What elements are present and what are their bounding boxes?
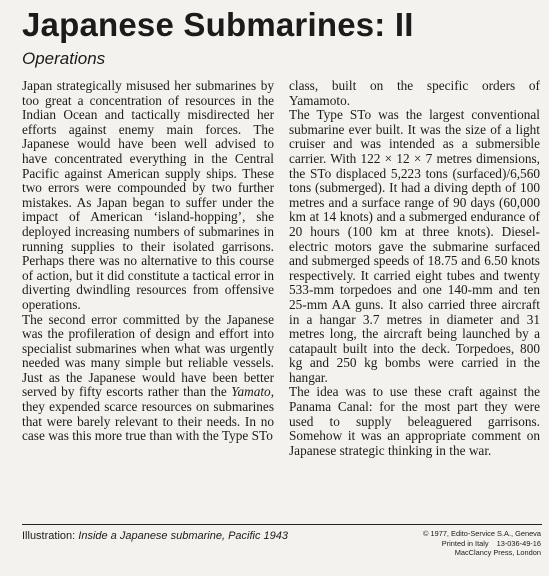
paragraph-text: , they expended scarce resources on submarines that were barely relevant to their needs. In no case was this more true than with the Type STo bbox=[22, 384, 275, 444]
paragraph: The idea was to use these craft against the Panama Canal: for the most part they were used to supply beleaguered garrisons. Somehow it was an appropriate comment on Japanese strategic thinking in the war. bbox=[289, 384, 540, 458]
text-column-left bbox=[22, 79, 274, 444]
publisher-credits bbox=[423, 529, 541, 558]
illustration-credit bbox=[22, 530, 288, 542]
illustration-caption: Inside a Japanese submarine, Pacific 1943 bbox=[78, 530, 289, 542]
publisher-line: MacClancy Press, London bbox=[454, 548, 541, 558]
card-code: 13-036-49-16 bbox=[496, 538, 541, 548]
paragraph: The Type STo was the largest conventional submarine ever built. It was the size of a light cruiser and was intended as a submersible carrier. With 122 × 12 × 7 metres dimensions, the STo displaced 5,223 tons (surfaced)/6,560 tons (submerged). It had a diving depth of 100 metres and a surface range of 90 days (60,000 km at 14 knots) and a submerged endurance of 20 hours (100 km at three knots). Diesel-electric motors gave the submarine surfaced and submerged speeds of 18.75 and 6.50 knots respectively. It carried eight tubes and twenty 533-mm torpedoes and one 140-mm and ten 25-mm AA guns. It also carried three aircraft in a hangar 3.7 metres in diameter and 31 metres long, the aircraft being launched by a catapault built into the deck. Torpedoes, 800 kg and 250 kg bombs were carried in the hangar. bbox=[289, 107, 540, 385]
ship-name: Yamato bbox=[231, 384, 271, 400]
paragraph: Japan strategically misused her submarines by too great a concentration of resources in the Indian Ocean and tactically misdirected her efforts against enemy main forces. The Japanese would have been well advised to have concentrated everything in the Central Pacific against American supply ships. These two errors were compounded by two further mistakes. As Japan began to suffer under the impact of American ‘island-hopping’, she deployed increasing numbers of submarines in running supplies to their isolated garrisons. Perhaps there was no alternative to this course of action, but it did constitute a tactical error in diverting dwindling resources from offensive operations. bbox=[22, 78, 274, 312]
printed-in: Printed in Italy bbox=[441, 538, 489, 548]
print-line bbox=[423, 539, 541, 549]
illustration-label: Illustration: bbox=[22, 530, 76, 542]
paragraph-text: The second error committed by the Japanese was the profileration of design and effort into specialist submarines when what was urgently needed was many simple but reliable vessels. Just as the Japanese would have been better served by fifty escorts rather than the bbox=[22, 311, 274, 400]
page-subtitle: Operations bbox=[22, 49, 106, 68]
paragraph: class, built on the specific orders of Yamamoto. bbox=[289, 78, 540, 108]
text-column-right bbox=[289, 79, 540, 458]
paragraph bbox=[22, 313, 274, 444]
page-title: Japanese Submarines: II bbox=[22, 6, 414, 43]
footer-divider bbox=[22, 524, 542, 525]
copyright-line: © 1977, Edito-Service S.A., Geneva bbox=[422, 529, 541, 538]
